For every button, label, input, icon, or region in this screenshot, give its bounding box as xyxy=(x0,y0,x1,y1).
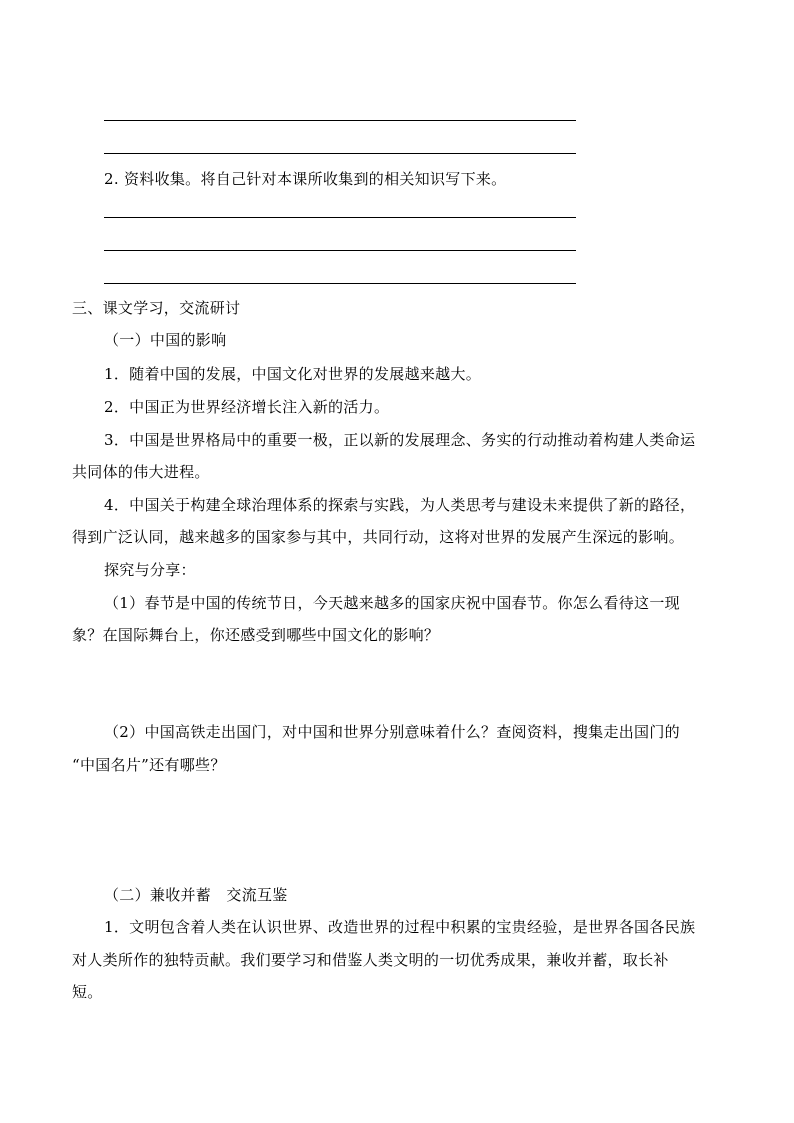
item-2-resource-collection: 2. 资料收集。将自己针对本课所收集到的相关知识写下来。 xyxy=(104,170,507,188)
question: （2）中国高铁走出国门，对中国和世界分别意味着什么？查阅资料，搜集走出国门的 xyxy=(104,723,680,741)
paragraph-continuation: 短。 xyxy=(72,983,103,1001)
question-continuation: “中国名片”还有哪些？ xyxy=(72,756,226,774)
answer-line xyxy=(104,283,576,284)
paragraph: 1．随着中国的发展，中国文化对世界的发展越来越大。 xyxy=(104,365,482,383)
answer-line xyxy=(104,250,576,251)
explore-label: 探究与分享： xyxy=(104,561,196,579)
subsection-title: （一）中国的影响 xyxy=(104,331,227,349)
answer-line xyxy=(104,120,576,121)
paragraph-continuation: 得到广泛认同，越来越多的国家参与其中，共同行动，这将对世界的发展产生深远的影响。 xyxy=(72,528,685,546)
question: （1）春节是中国的传统节日，今天越来越多的国家庆祝中国春节。你怎么看待这一现 xyxy=(104,594,680,612)
answer-line xyxy=(104,153,576,154)
paragraph-continuation: 共同体的伟大进程。 xyxy=(72,463,210,481)
question-continuation: 象？在国际舞台上，你还感受到哪些中国文化的影响？ xyxy=(72,626,440,644)
section-heading: 三、课文学习，交流研讨 xyxy=(72,299,241,317)
subsection-title: （二）兼收并蓄 交流互鉴 xyxy=(104,886,288,904)
paragraph: 2．中国正为世界经济增长注入新的活力。 xyxy=(104,398,390,416)
paragraph: 4．中国关于构建全球治理体系的探索与实践，为人类思考与建设未来提供了新的路径， xyxy=(104,496,696,514)
paragraph: 3．中国是世界格局中的重要一极，正以新的发展理念、务实的行动推动着构建人类命运 xyxy=(104,431,696,449)
paragraph: 1．文明包含着人类在认识世界、改造世界的过程中积累的宝贵经验，是世界各国各民族 xyxy=(104,918,696,936)
answer-line xyxy=(104,217,576,218)
paragraph-continuation: 对人类所作的独特贡献。我们要学习和借鉴人类文明的一切优秀成果，兼收并蓄，取长补 xyxy=(72,951,669,969)
